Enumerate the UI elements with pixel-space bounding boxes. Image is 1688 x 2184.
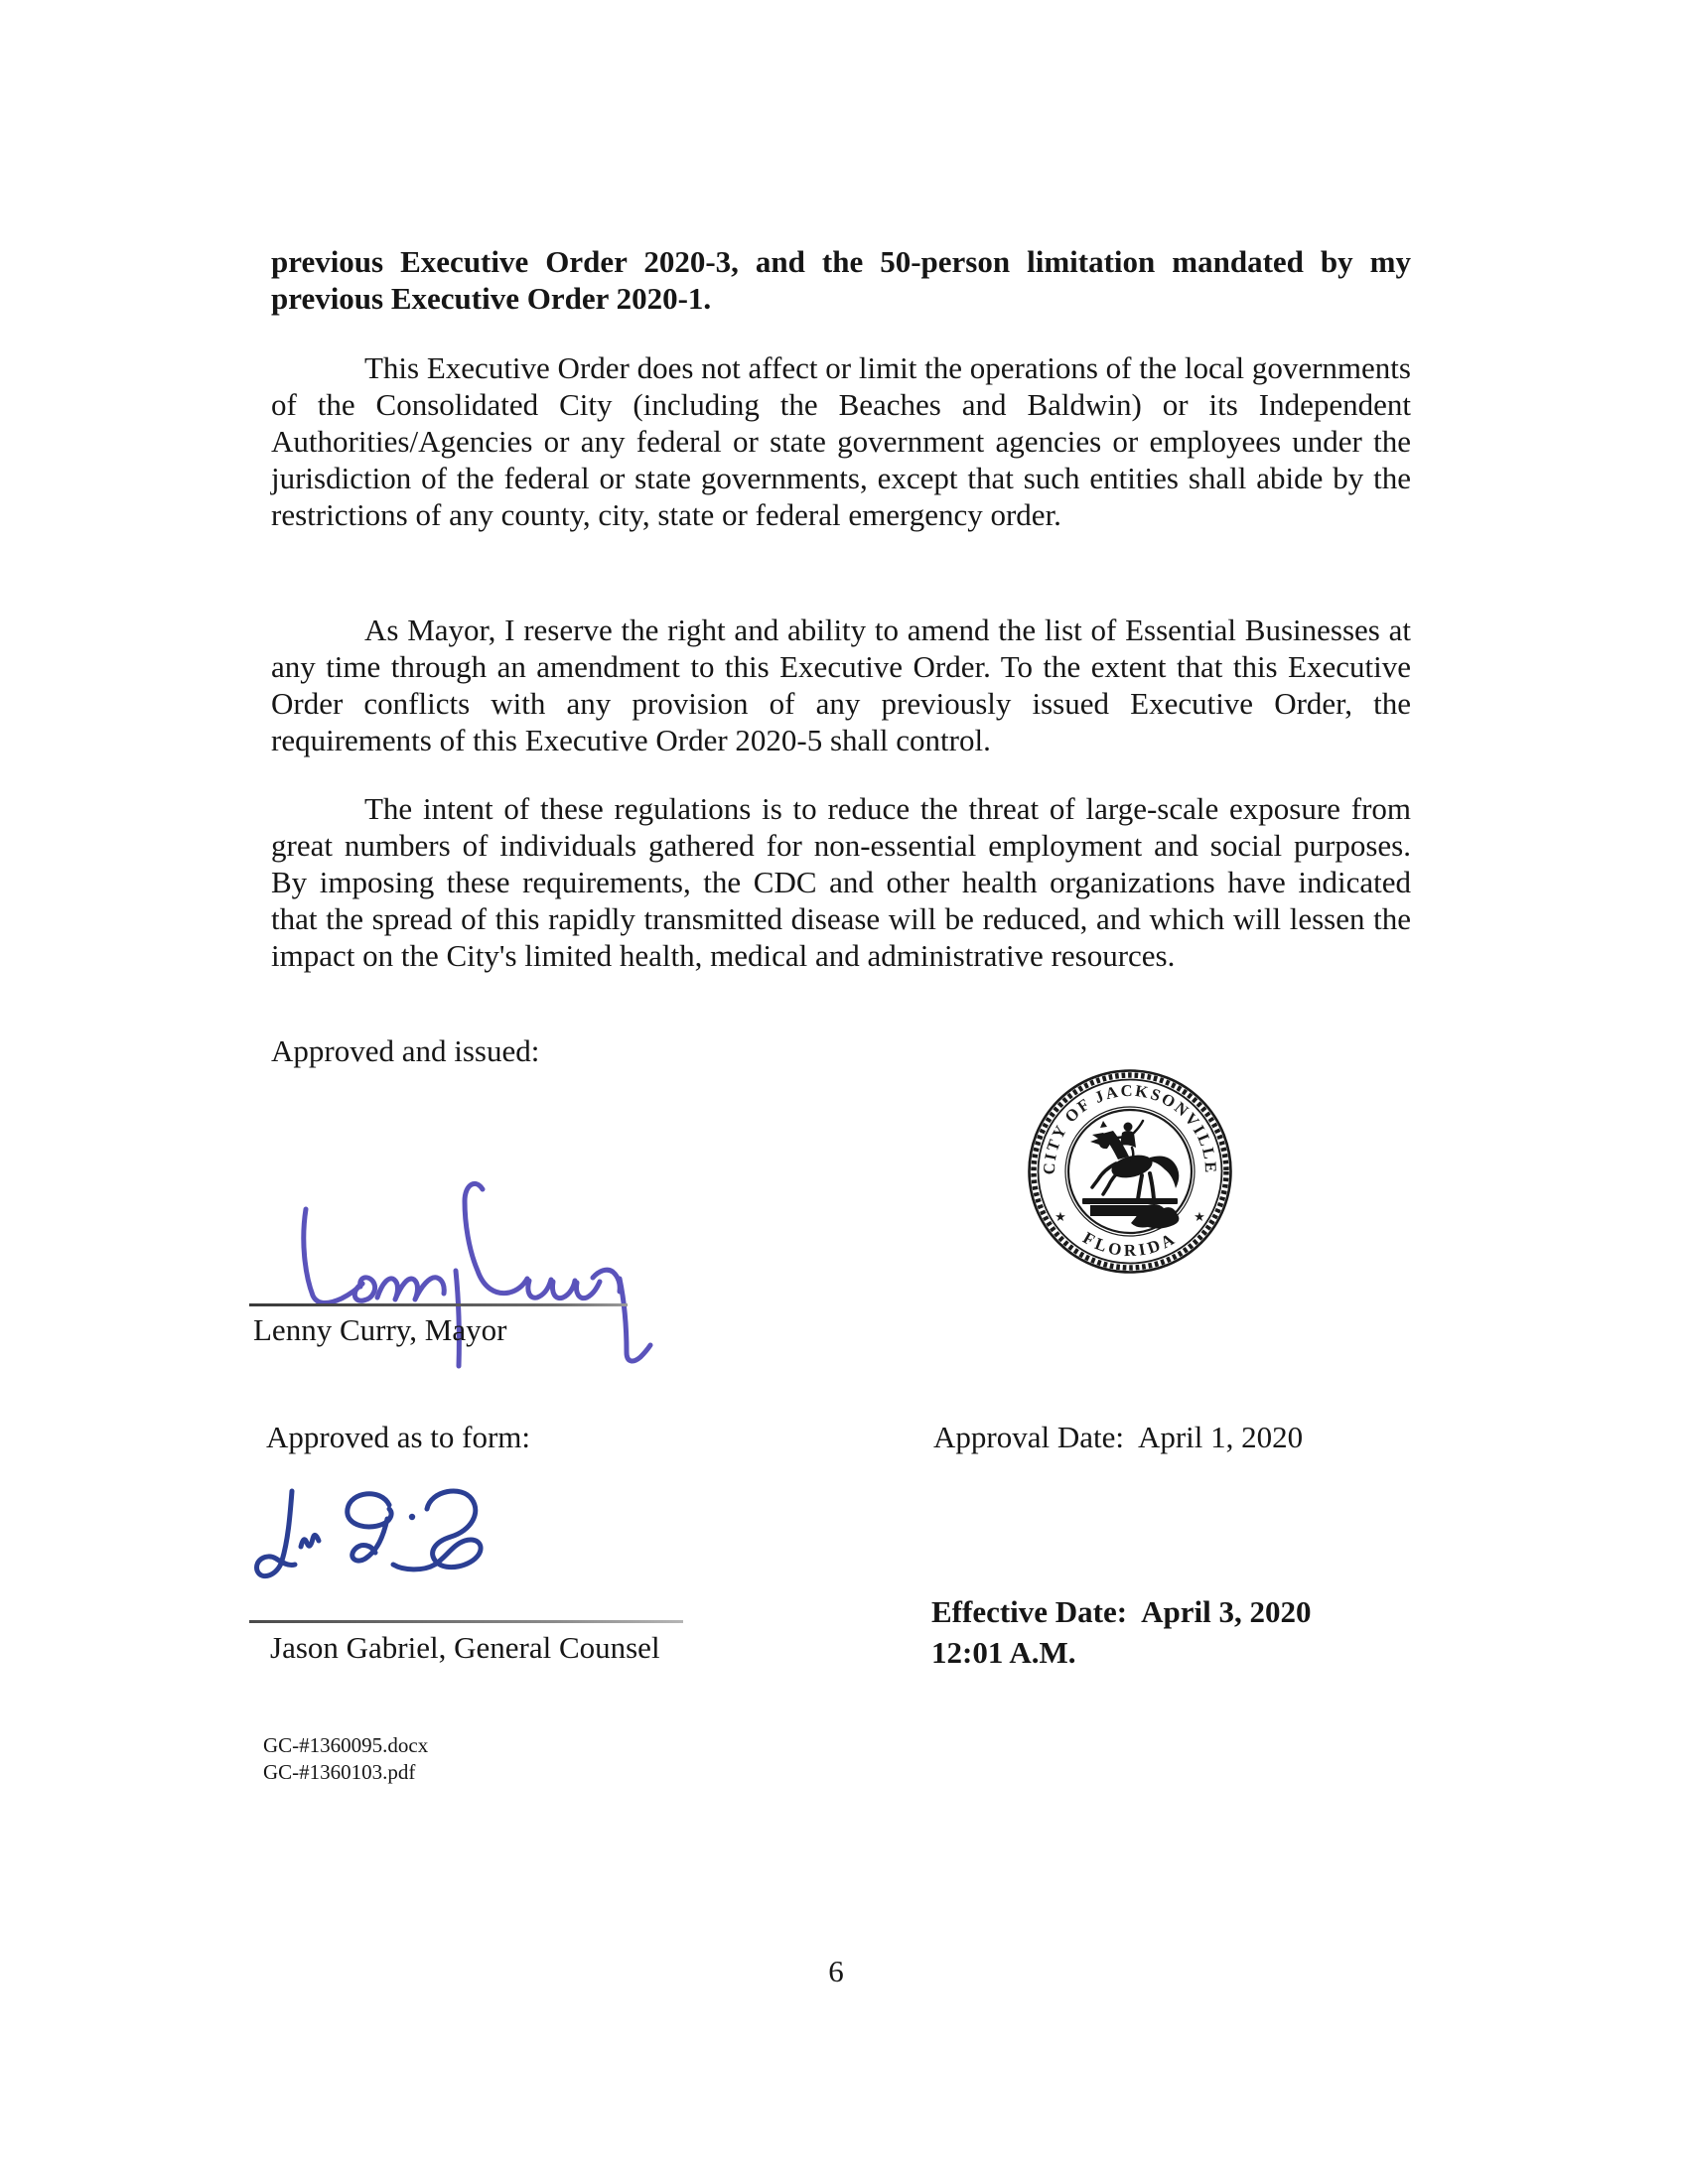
seal-bottom-text: FLORIDA	[1079, 1228, 1181, 1261]
body-paragraph-2: This Executive Order does not affect or limit the operations of the local governments of the Consolidated City (including the Beaches and Baldwin) or its Independent Authorities/Agencies or any federal or state government agencies or employees under the jurisdiction of the federal or state governments, except that such entities shall abide by the restrictions of any county, city, state or federal emergency order.	[271, 350, 1411, 532]
body-paragraph-4: The intent of these regulations is to reduce the threat of large-scale exposure from great numbers of individuals gathered for non-essential employment and social purposes. By imposing these requirements, the CDC and other health organizations have indicated that the spread of this rapidly transmitted disease will be reduced, and which will lessen the impact on the City's limited health, medical and administrative resources.	[271, 791, 1411, 973]
approved-as-to-form-label: Approved as to form:	[266, 1420, 531, 1454]
approved-and-issued-label: Approved and issued:	[271, 1033, 540, 1068]
seal-right-star-icon: ★	[1194, 1209, 1205, 1224]
counsel-signature-line	[249, 1620, 683, 1623]
effective-date	[931, 1593, 1311, 1630]
seal-top-text: CITY OF JACKSONVILLE	[1039, 1080, 1221, 1175]
effective-date-value: April 3, 2020	[1141, 1594, 1312, 1629]
body-paragraph-3: As Mayor, I reserve the right and ability to amend the list of Essential Businesses at any time through an amendment to this Executive Order. To the extent that this Executive Order conflicts with any provision of any previously issued Executive Order, the requirements of this Executive Order 2020-5 shall control.	[271, 613, 1411, 757]
seal-left-star-icon: ★	[1055, 1209, 1066, 1224]
file-reference-docx: GC-#1360095.docx	[263, 1733, 429, 1757]
file-reference-pdf: GC-#1360103.pdf	[263, 1760, 416, 1784]
city-of-jacksonville-seal-icon	[1026, 1067, 1234, 1276]
effective-date-label: Effective Date:	[931, 1594, 1128, 1629]
counsel-signature	[248, 1479, 506, 1598]
body-paragraph-1: previous Executive Order 2020-3, and the 50-person limitation mandated by my previous Executive Order 2020-1.	[271, 244, 1411, 316]
equestrian-statue-icon	[1082, 1121, 1179, 1229]
approval-date-value: April 1, 2020	[1137, 1420, 1304, 1454]
file-references	[263, 1732, 428, 1786]
approval-date-label: Approval Date:	[933, 1420, 1124, 1454]
counsel-signature-strokes	[257, 1491, 482, 1576]
counsel-signature-dot	[409, 1514, 415, 1520]
approval-date	[933, 1419, 1303, 1455]
mayor-signature-caption: Lenny Curry, Mayor	[253, 1312, 507, 1347]
mayor-signature	[238, 1161, 665, 1390]
counsel-signature-caption: Jason Gabriel, General Counsel	[270, 1630, 660, 1665]
mayor-signature-line	[249, 1303, 628, 1306]
page-number: 6	[828, 1954, 844, 1988]
effective-time: 12:01 A.M.	[931, 1635, 1076, 1670]
